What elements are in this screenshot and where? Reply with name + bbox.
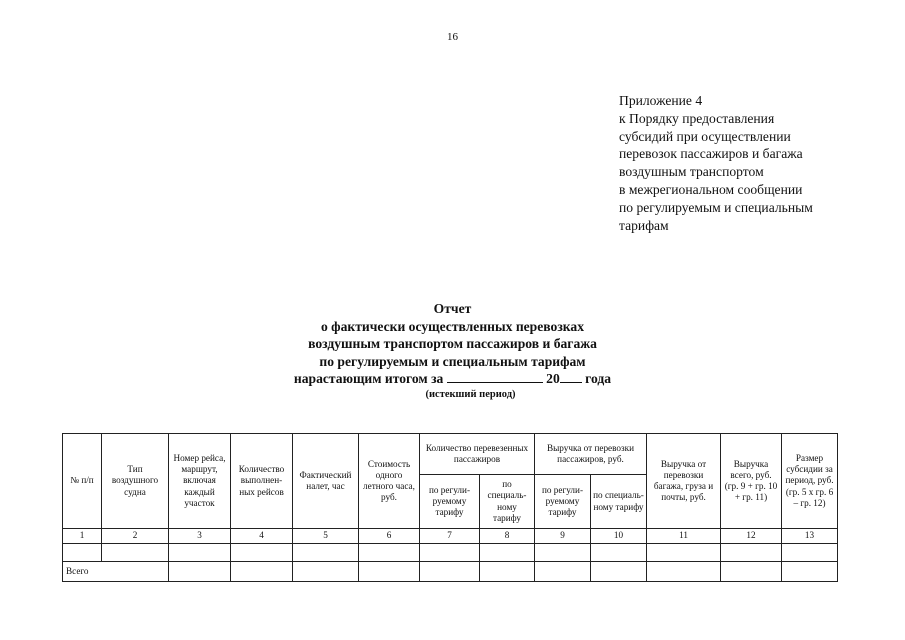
table-row bbox=[63, 544, 838, 562]
title-date-line bbox=[0, 370, 905, 388]
table-cell bbox=[782, 544, 838, 562]
table-cell bbox=[721, 544, 782, 562]
column-number: 4 bbox=[231, 529, 293, 544]
appendix-line: тарифам bbox=[619, 217, 669, 233]
header-hour-cost: Стоимость одного летного часа, руб. bbox=[359, 434, 420, 529]
table-cell bbox=[293, 544, 359, 562]
table-cell bbox=[591, 562, 647, 582]
header-num: № п/п bbox=[63, 434, 102, 529]
report-table bbox=[62, 433, 838, 582]
header-revenue-group: Выручка от перевозки пассажиров, руб. bbox=[535, 434, 647, 475]
total-label: Всего bbox=[63, 562, 169, 582]
header-revenue-total: Выручка всего, руб. (гр. 9 + гр. 10 + гр. 11) bbox=[721, 434, 782, 529]
header-revenue-regulated: по регули-руемому тарифу bbox=[535, 475, 591, 529]
table-cell bbox=[420, 562, 480, 582]
header-flight: Номер рейса, маршрут, включая каждый участок bbox=[169, 434, 231, 529]
report-title bbox=[0, 300, 905, 401]
header-flights-count: Количество выполнен-ных рейсов bbox=[231, 434, 293, 529]
total-row bbox=[63, 562, 838, 582]
appendix-line: перевозок пассажиров и багажа bbox=[619, 146, 803, 162]
table-cell bbox=[359, 562, 420, 582]
table-cell bbox=[169, 544, 231, 562]
table-cell bbox=[293, 562, 359, 582]
period-note: (истекший период) bbox=[425, 388, 516, 400]
page-number: 16 bbox=[447, 31, 458, 43]
header-aircraft-type: Тип воздушного судна bbox=[102, 434, 169, 529]
column-number: 13 bbox=[782, 529, 838, 544]
table-cell bbox=[359, 544, 420, 562]
header-flight-hours: Фактический налет, час bbox=[293, 434, 359, 529]
table-cell bbox=[480, 562, 535, 582]
column-number: 5 bbox=[293, 529, 359, 544]
table-cell bbox=[231, 544, 293, 562]
table-cell bbox=[591, 544, 647, 562]
header-passengers-special: по специаль-ному тарифу bbox=[480, 475, 535, 529]
appendix-line: к Порядку предоставления bbox=[619, 110, 775, 126]
header-subsidy: Размер субсидии за период, руб. (гр. 5 х гр. 6 – гр. 12) bbox=[782, 434, 838, 529]
table-cell bbox=[420, 544, 480, 562]
column-number: 9 bbox=[535, 529, 591, 544]
column-number: 12 bbox=[721, 529, 782, 544]
table-cell bbox=[231, 562, 293, 582]
appendix-line: в межрегиональном сообщении bbox=[619, 181, 803, 197]
table-cell bbox=[102, 544, 169, 562]
period-blank bbox=[447, 370, 543, 383]
table-cell bbox=[480, 544, 535, 562]
table-cell bbox=[535, 544, 591, 562]
header-revenue-cargo: Выручка от перевозки багажа, груза и почты, руб. bbox=[647, 434, 721, 529]
table-cell bbox=[721, 562, 782, 582]
title-line: воздушным транспортом пассажиров и багажа bbox=[308, 336, 597, 352]
column-number: 10 bbox=[591, 529, 647, 544]
table-cell bbox=[63, 544, 102, 562]
year-blank bbox=[560, 370, 582, 383]
table-cell bbox=[647, 562, 721, 582]
appendix-line: Приложение 4 bbox=[619, 93, 703, 108]
column-number: 3 bbox=[169, 529, 231, 544]
column-number: 8 bbox=[480, 529, 535, 544]
appendix-line: по регулируемым и специальным bbox=[619, 199, 813, 215]
header-revenue-special: по специаль-ному тарифу bbox=[591, 475, 647, 529]
column-number: 1 bbox=[63, 529, 102, 544]
header-passengers-group: Количество перевезенных пассажиров bbox=[420, 434, 535, 475]
title-heading: Отчет bbox=[433, 301, 472, 316]
title-year-prefix: 20 bbox=[546, 371, 560, 387]
header-passengers-regulated: по регули-руемому тарифу bbox=[420, 475, 480, 529]
appendix-line: воздушным транспортом bbox=[619, 164, 764, 180]
column-number: 11 bbox=[647, 529, 721, 544]
title-line: о фактически осуществленных перевозках bbox=[320, 318, 585, 334]
table-cell bbox=[782, 562, 838, 582]
table-cell bbox=[169, 562, 231, 582]
appendix-block bbox=[619, 92, 889, 234]
column-number: 7 bbox=[420, 529, 480, 544]
title-date-suffix: года bbox=[585, 371, 612, 387]
column-number-row bbox=[63, 529, 838, 544]
title-date-prefix: нарастающим итогом за bbox=[293, 371, 444, 387]
column-number: 6 bbox=[359, 529, 420, 544]
table-cell bbox=[535, 562, 591, 582]
column-number: 2 bbox=[102, 529, 169, 544]
table-cell bbox=[647, 544, 721, 562]
title-line: по регулируемым и специальным тарифам bbox=[319, 353, 586, 369]
appendix-line: субсидий при осуществлении bbox=[619, 128, 791, 144]
